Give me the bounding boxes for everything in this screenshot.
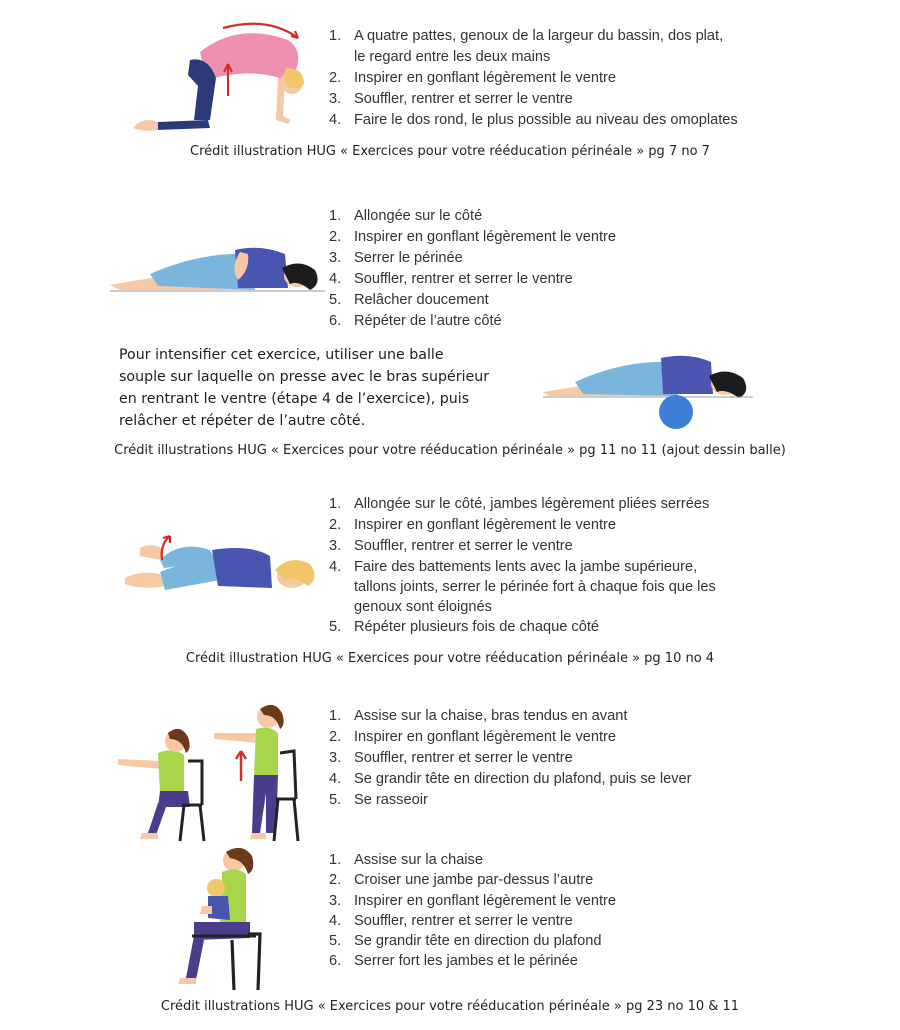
step-item: 2. Inspirer en gonflant légèrement le ventre: [329, 70, 617, 86]
illustration-four-point-kneeling: [128, 20, 308, 135]
intensify-paragraph: [119, 344, 539, 432]
illustration-lying-with-ball: [543, 352, 753, 430]
illustration-lying-on-side: [110, 240, 325, 295]
credit-line: Crédit illustration HUG « Exercices pour votre rééducation périnéale » pg 10 no 4: [185, 651, 715, 666]
step-item: 1. Allongée sur le côté, jambes légèrement pliées serrées: [329, 496, 710, 512]
paragraph-line: relâcher et répéter de l’autre côté.: [119, 413, 366, 429]
step-item: le regard entre les deux mains: [354, 49, 551, 65]
step-item: 4. Faire le dos rond, le plus possible au niveau des omoplates: [329, 112, 738, 128]
exercise-4-steps: [329, 706, 869, 811]
step-item: 2. Inspirer en gonflant légèrement le ventre: [329, 729, 617, 745]
illustration-leg-lifts: [120, 530, 330, 600]
step-item: 4. Se grandir tête en direction du plafond, puis se lever: [329, 771, 692, 787]
paragraph-line: Pour intensifier cet exercice, utiliser une balle: [119, 347, 444, 363]
step-item: 3. Serrer le périnée: [329, 250, 463, 266]
credit-line: Crédit illustrations HUG « Exercices pour votre rééducation périnéale » pg 23 no 10 & 11: [160, 999, 740, 1014]
step-item: 2. Inspirer en gonflant légèrement le ventre: [329, 517, 617, 533]
step-item: 1. Assise sur la chaise, bras tendus en avant: [329, 708, 628, 724]
step-item: 4. Souffler, rentrer et serrer le ventre: [329, 271, 573, 287]
credit-line: Crédit illustrations HUG « Exercices pour votre rééducation périnéale » pg 11 no 11 (ajout dessin balle): [114, 443, 786, 458]
paragraph-line: souple sur laquelle on presse avec le bras supérieur: [119, 369, 490, 385]
step-item: 1. Allongée sur le côté: [329, 208, 483, 224]
step-item: genoux sont éloignés: [354, 599, 492, 615]
exercise-3-steps: [329, 494, 889, 638]
paragraph-line: en rentrant le ventre (étape 4 de l’exercice), puis: [119, 391, 470, 407]
step-item: 3. Inspirer en gonflant légèrement le ventre: [329, 892, 617, 909]
credit-line: Crédit illustration HUG « Exercices pour votre rééducation périnéale » pg 7 no 7: [190, 144, 710, 159]
exercise-5-steps: [329, 850, 869, 972]
step-item: 1. Assise sur la chaise: [329, 852, 483, 868]
step-item: 3. Souffler, rentrer et serrer le ventre: [329, 750, 573, 766]
step-item: 5. Se grandir tête en direction du plafond: [329, 933, 602, 950]
step-item: 2. Inspirer en gonflant légèrement le ventre: [329, 229, 617, 245]
exercise-1-steps: [329, 26, 869, 131]
step-item: 4. Souffler, rentrer et serrer le ventre: [329, 912, 573, 929]
step-item: 1. A quatre pattes, genoux de la largeur du bassin, dos plat,: [329, 28, 724, 44]
step-item: 2. Croiser une jambe par-dessus l’autre: [329, 872, 594, 889]
step-item: 5. Se rasseoir: [329, 792, 428, 808]
step-item: 4. Faire des battements lents avec la jambe supérieure,: [329, 559, 698, 575]
illustration-sit-to-stand: [118, 703, 313, 848]
step-item: tallons joints, serrer le périnée fort à chaque fois que les: [354, 579, 716, 595]
step-item: 5. Répéter plusieurs fois de chaque côté: [329, 619, 600, 635]
step-item: 6. Serrer fort les jambes et le périnée: [329, 953, 578, 970]
illustration-seated-with-baby: [172, 848, 267, 993]
step-item: 6. Répéter de l’autre côté: [329, 313, 502, 329]
step-item: 3. Souffler, rentrer et serrer le ventre: [329, 91, 573, 107]
exercise-2-steps: [329, 206, 869, 332]
step-item: 5. Relâcher doucement: [329, 292, 489, 308]
step-item: 3. Souffler, rentrer et serrer le ventre: [329, 538, 573, 554]
